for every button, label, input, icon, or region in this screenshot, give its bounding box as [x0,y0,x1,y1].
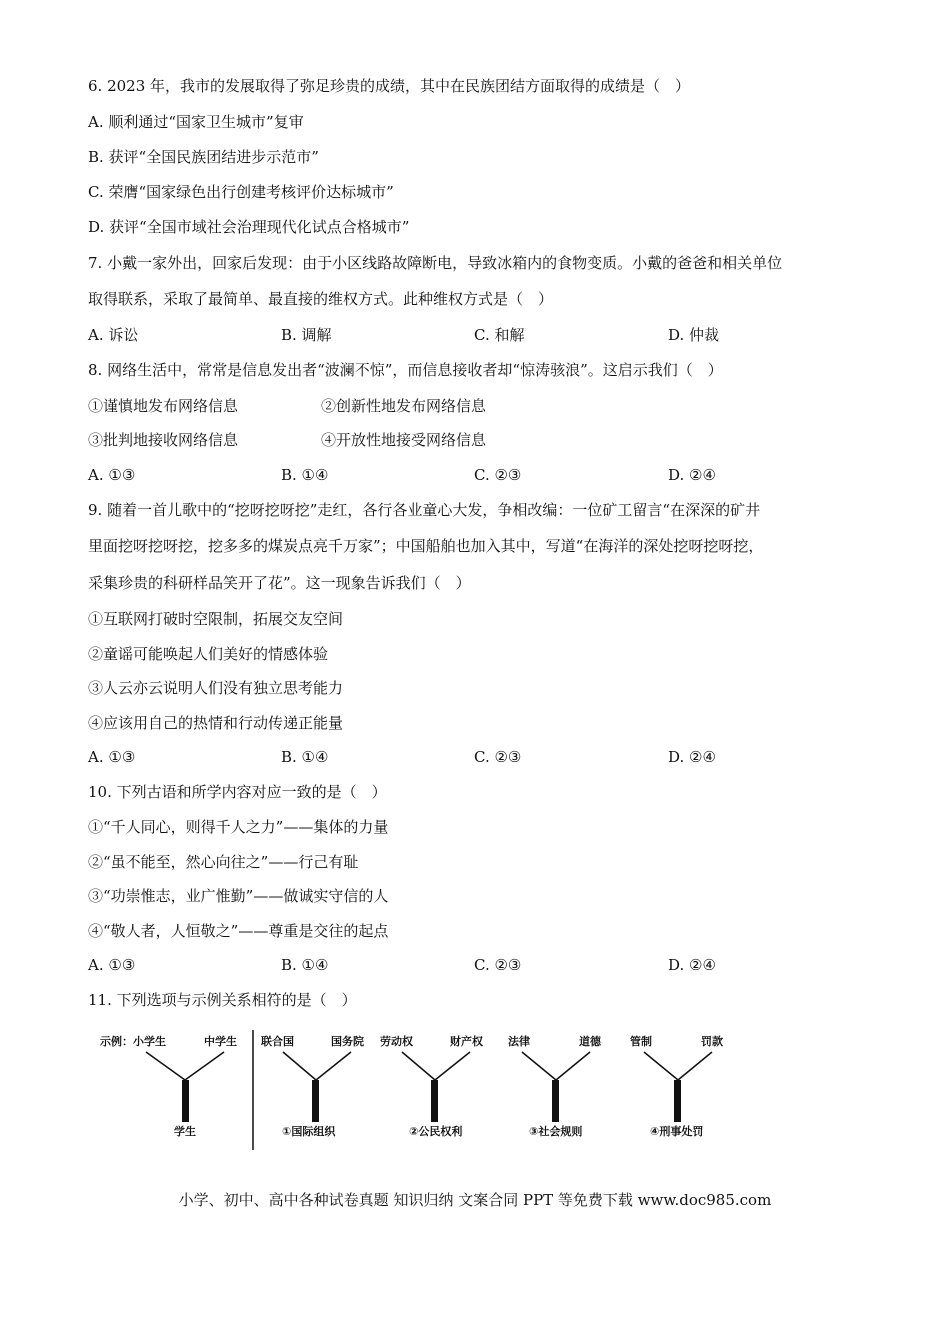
q8-stem: 8. 网络生活中，常常是信息发出者“波澜不惊”，而信息接收者却“惊涛骇浪”。这启示我们（ ） [88,361,723,379]
q9-stem-line3: 采集珍贵的科研样品笑开了花”。这一现象告诉我们（ ） [88,574,471,592]
q9-option-b: B. ①④ [281,748,329,766]
q6-option-a: A. 顺利通过“国家卫生城市”复审 [88,113,304,131]
q10-item-4: ④“敬人者，人恒敬之”——尊重是交往的起点 [88,922,389,940]
q8-item-4: ④开放性地接受网络信息 [321,431,487,449]
q7-option-d: D. 仲裁 [668,326,720,344]
q10-item-2: ②“虽不能至，然心向往之”——行己有耻 [88,853,359,871]
q8-option-a: A. ①③ [88,466,136,484]
q9-item-1: ①互联网打破时空限制，拓展交友空间 [88,610,344,628]
q6-stem: 6. 2023 年，我市的发展取得了弥足珍贵的成绩，其中在民族团结方面取得的成绩是（ ） [88,77,691,95]
q10-option-b: B. ①④ [281,956,329,974]
q8-item-1: ①谨慎地发布网络信息 [88,397,239,415]
diagram-1-bottom-label: ①国际组织 [282,1125,336,1138]
diagram-3-bottom-label: ③社会规则 [529,1125,583,1138]
q8-item-3: ③批判地接收网络信息 [88,431,239,449]
q6-option-c: C. 荣膺“国家绿色出行创建考核评价达标城市” [88,183,394,201]
q9-option-a: A. ①③ [88,748,136,766]
q8-item-2: ②创新性地发布网络信息 [321,397,487,415]
q10-item-3: ③“功崇惟志，业广惟勤”——做诚实守信的人 [88,887,389,905]
q9-item-2: ②童谣可能唤起人们美好的情感体验 [88,645,329,663]
q8-option-d: D. ②④ [668,466,716,484]
q8-option-b: B. ①④ [281,466,329,484]
q6-option-d: D. 获评“全国市域社会治理现代化试点合格城市” [88,218,410,236]
diagram-example [100,1034,237,1138]
diagram-3-right-label: 道德 [579,1035,601,1048]
q11-stem: 11. 下列选项与示例关系相符的是（ ） [88,991,357,1009]
diagram-4-left-label: 管制 [630,1035,652,1048]
page-footer: 小学、初中、高中各种试卷真题 知识归纳 文案合同 PPT 等免费下载 www.doc985.com [178,1191,772,1209]
q7-option-c: C. 和解 [474,326,525,344]
q7-stem-line2: 取得联系，采取了最简单、最直接的维权方式。此种维权方式是（ ） [88,290,554,308]
q10-option-d: D. ②④ [668,956,716,974]
q6-option-b: B. 获评“全国民族团结进步示范市” [88,148,319,166]
q7-option-b: B. 调解 [281,326,332,344]
diagram-1-right-label: 国务院 [331,1035,364,1048]
diagram-3-left-label: 法律 [508,1035,530,1048]
q10-item-1: ①“千人同心，则得千人之力”——集体的力量 [88,818,389,836]
q10-option-a: A. ①③ [88,956,136,974]
diagram-option-4 [630,1034,724,1138]
q9-option-c: C. ②③ [474,748,522,766]
diagram-example-bottom-label: 学生 [174,1125,196,1138]
q9-item-4: ④应该用自己的热情和行动传递正能量 [88,714,344,732]
q9-stem-line2: 里面挖呀挖呀挖，挖多多的煤炭点亮千万家”；中国船舶也加入其中，写道“在海洋的深处挖呀挖呀挖， [88,537,764,555]
diagram-2-left-label: 劳动权 [380,1035,413,1048]
q9-stem-line1: 9. 随着一首儿歌中的“挖呀挖呀挖”走红，各行各业童心大发，争相改编：一位矿工留言“在深深的矿井 [88,501,761,519]
diagram-example-left-label: 示例：小学生 [100,1035,166,1048]
diagram-1-left-label: 联合国 [261,1035,294,1048]
q10-option-c: C. ②③ [474,956,522,974]
diagram-2-right-label: 财产权 [450,1035,483,1048]
q9-option-d: D. ②④ [668,748,716,766]
q7-stem-line1: 7. 小戴一家外出，回家后发现：由于小区线路故障断电，导致冰箱内的食物变质。小戴的爸爸和相关单位 [88,254,783,272]
q9-item-3: ③人云亦云说明人们没有独立思考能力 [88,679,344,697]
diagram-2-bottom-label: ②公民权利 [409,1125,463,1138]
q10-stem: 10. 下列古语和所学内容对应一致的是（ ） [88,783,387,801]
diagram-4-bottom-label: ④刑事处罚 [650,1125,704,1138]
diagram-option-3 [508,1034,602,1138]
diagram-example-right-label: 中学生 [204,1035,237,1048]
q8-option-c: C. ②③ [474,466,522,484]
q7-option-a: A. 诉讼 [88,326,139,344]
diagram-4-right-label: 罚款 [701,1035,723,1048]
q11-relation-diagram [88,1028,738,1153]
diagram-option-1 [261,1034,364,1138]
diagram-option-2 [380,1034,484,1138]
